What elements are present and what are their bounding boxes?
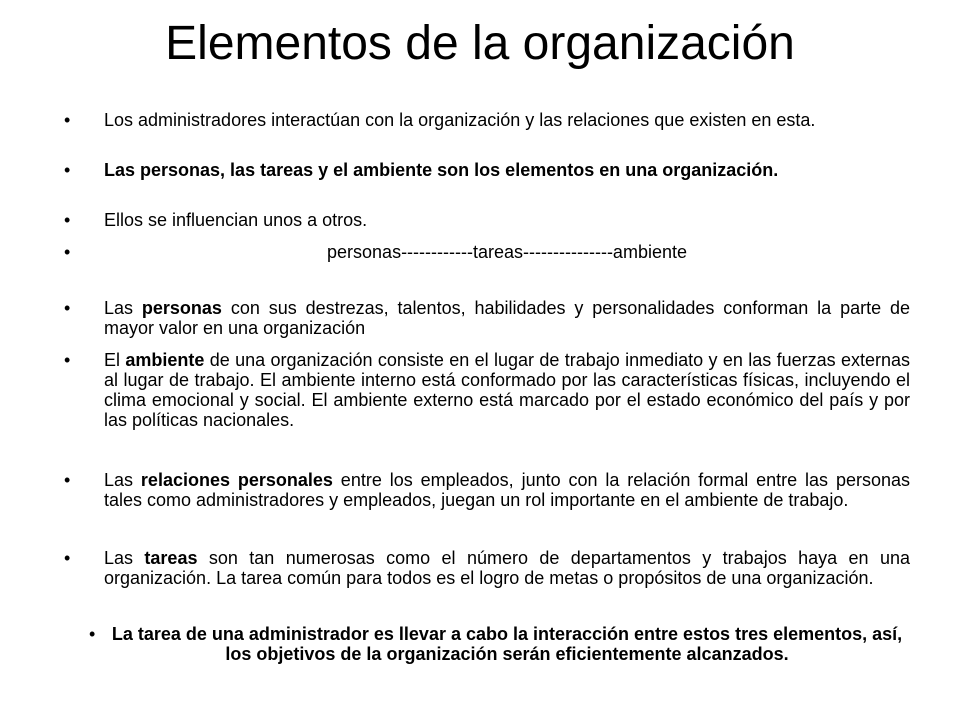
text-segment: con sus destrezas, talentos, habilidades y personalidades conforman la parte de mayor valor en una organización [104,298,910,338]
bullet-marker: • [64,110,71,130]
text-segment: entre los empleados, junto con la relación formal entre las personas tales como administradores y empleados, juegan un rol importante en el ambiente de trabajo. [104,470,910,510]
bullet-marker: • [64,210,71,230]
keyword-tareas: tareas [144,548,198,568]
bullet-influencian: Ellos se influencian unos a otros. [104,210,368,230]
bullet-marker: • [64,242,71,262]
bullet-marker: • [64,470,71,490]
bullet-administradores: Los administradores interactúan con la organización y las relaciones que existen en esta. [104,110,816,130]
bullet-relation-chain: personas------------tareas---------------ambiente [327,242,687,262]
text-segment: Las [104,548,145,568]
bullet-elementos: Las personas, las tareas y el ambiente son los elementos en una organización. [104,160,779,180]
bullet-personas [104,298,910,338]
text-segment: Las [104,298,142,318]
keyword-relaciones: relaciones personales [140,470,333,490]
slide-title: Elementos de la organización [165,17,795,70]
bullet-conclusion: La tarea de una administrador es llevar a cabo la interacción entre estos tres elementos, así, los objetivos de la organización serán eficientemente alcanzados. [111,624,903,664]
keyword-ambiente: ambiente [125,350,205,370]
bullet-marker: • [64,548,71,568]
bullet-tareas [104,548,910,588]
text-segment: Las [104,470,141,490]
text-segment: son tan numerosas como el número de departamentos y trabajos haya en una organización. La tarea común para todos es el logro de metas o propósitos de una organización. [104,548,910,588]
bullet-marker: • [64,160,71,180]
text-segment: El [104,350,126,370]
bullet-marker: • [64,350,71,370]
keyword-personas: personas [141,298,222,318]
bullet-marker: • [64,298,71,318]
bullet-marker: • [89,624,96,644]
text-segment: de una organización consiste en el lugar de trabajo inmediato y en las fuerzas externas al lugar de trabajo. El ambiente interno está conformado por las características físicas, incluyendo el clima emocional y social. El ambiente externo está marcado por el estado económico del país y por las políticas nacionales. [104,350,910,430]
bullet-relaciones [104,470,910,510]
bullet-ambiente [104,350,910,430]
